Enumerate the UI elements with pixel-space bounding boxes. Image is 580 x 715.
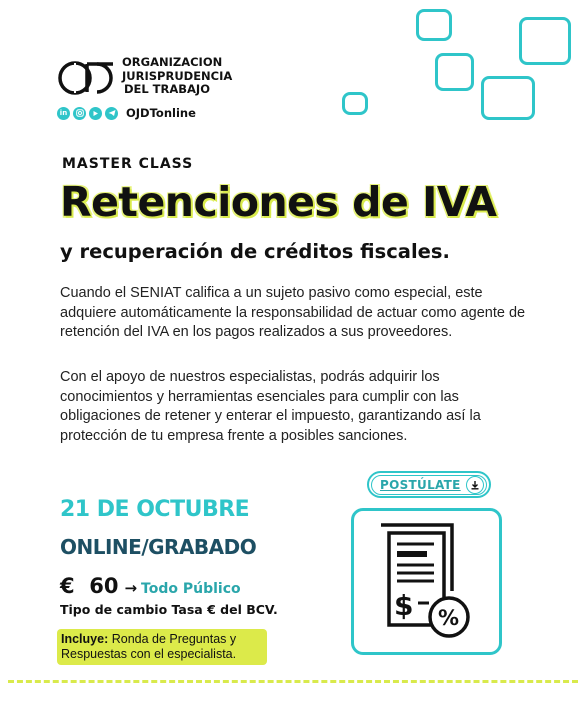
price: € 60 [60,574,119,598]
postulate-button[interactable] [367,471,491,498]
postulate-button-label: POSTÚLATE [380,477,461,492]
telegram-icon[interactable] [105,107,118,120]
event-label: MASTER CLASS [62,156,194,172]
includes-label: Incluye: [61,632,109,646]
event-date: 21 DE OCTUBRE [60,497,250,522]
svg-text:$: $ [394,589,414,622]
exchange-note: Tipo de cambio Tasa € del BCV. [60,602,278,617]
linkedin-icon[interactable]: in [57,107,70,120]
organization-name [122,55,233,97]
youtube-icon[interactable] [89,107,102,120]
org-name-line: DEL TRABAJO [123,82,210,96]
download-icon [466,476,484,494]
page-subtitle: y recuperación de créditos fiscales. [60,240,450,263]
svg-text:%: % [438,606,460,630]
org-name-line: ORGANIZACION [122,55,223,69]
event-mode: ONLINE/GRABADO [60,535,257,559]
includes-text: Ronda de Preguntas y Respuestas con el especialista. [61,632,237,661]
social-row [57,106,196,120]
ojd-logo-icon [57,58,117,98]
price-row [60,574,241,598]
decor-square [481,76,535,120]
tax-document-icon [354,511,499,652]
audience: Todo Público [141,581,241,597]
page-title: Retenciones de IVA [60,178,497,226]
instagram-icon[interactable] [73,107,86,120]
postulate-button-inner[interactable] [371,475,487,495]
org-name-line: JURISPRUDENCIA [122,68,233,83]
includes-box [57,629,267,665]
description-paragraph-2: Con el apoyo de nuestros especialistas, podrás adquirir los conocimientos y herramientas esenciales para cumplir con las obligaciones de retener y enterar el impuesto, garantizando así la protección de tu empresa frente a posibles sanciones. [60,369,481,444]
decor-square [342,92,368,115]
description-paragraph-1: Cuando el SENIAT califica a un sujeto pasivo como especial, este adquiere automáticamente la responsabilidad de actuar como agente de retención del IVA en los pagos realizados a sus proveedores. [60,285,526,340]
divider [8,680,578,683]
tax-document-card [351,508,502,655]
decor-square [519,17,571,65]
decor-square [416,9,452,41]
social-handle: OJDTonline [126,106,196,120]
arrow-right-icon: → [124,579,138,597]
decor-square [435,53,474,91]
